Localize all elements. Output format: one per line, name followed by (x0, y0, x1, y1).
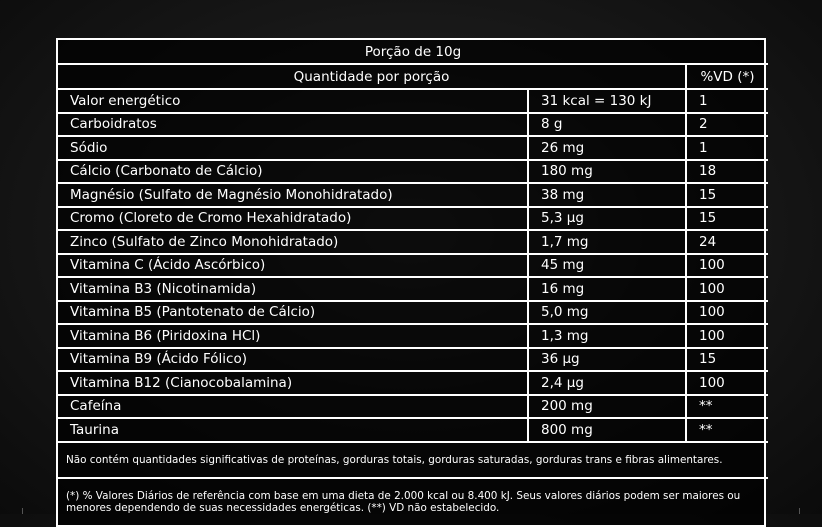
portion-label: Porção de 10g (58, 40, 768, 64)
nutrient-row (58, 324, 768, 348)
nutrient-vd: 100 (686, 254, 768, 278)
nutrient-vd: 15 (686, 207, 768, 231)
nutrient-amount: 5,3 µg (528, 207, 686, 231)
quantity-header: Quantidade por porção (58, 64, 686, 89)
vd-header: %VD (*) (686, 64, 768, 89)
nutrient-name: Vitamina B5 (Pantotenato de Cálcio) (58, 301, 528, 325)
nutrient-row (58, 160, 768, 184)
nutrient-row (58, 371, 768, 395)
nutrition-facts-table (56, 38, 766, 527)
nutrient-name: Sódio (58, 136, 528, 160)
nutrient-name: Taurina (58, 418, 528, 442)
nutrient-amount: 200 mg (528, 395, 686, 419)
header-row (58, 64, 768, 89)
nutrient-name: Vitamina B3 (Nicotinamida) (58, 277, 528, 301)
nutrient-amount: 38 mg (528, 183, 686, 207)
nutrient-row (58, 395, 768, 419)
nutrient-amount: 16 mg (528, 277, 686, 301)
nutrient-amount: 1,3 mg (528, 324, 686, 348)
nutrient-row (58, 89, 768, 113)
nutrient-amount: 2,4 µg (528, 371, 686, 395)
nutrient-vd: 1 (686, 136, 768, 160)
nutrient-vd: ** (686, 395, 768, 419)
nutrient-name: Carboidratos (58, 113, 528, 137)
nutrient-vd: 1 (686, 89, 768, 113)
nutrient-vd: 2 (686, 113, 768, 137)
nutrition-table (58, 40, 768, 525)
nutrient-vd: 15 (686, 348, 768, 372)
nutrient-row (58, 183, 768, 207)
crop-mark (799, 508, 800, 514)
nutrient-name: Vitamina B6 (Piridoxina HCl) (58, 324, 528, 348)
nutrient-vd: 100 (686, 301, 768, 325)
not-significant-note: Não contém quantidades significativas de proteínas, gorduras totais, gorduras saturadas, gorduras trans e fibras alimentares. (58, 442, 768, 478)
nutrient-vd: 18 (686, 160, 768, 184)
nutrient-name: Magnésio (Sulfato de Magnésio Monohidratado) (58, 183, 528, 207)
nutrient-row (58, 207, 768, 231)
portion-row (58, 40, 768, 64)
nutrient-row (58, 348, 768, 372)
nutrient-name: Vitamina B12 (Cianocobalamina) (58, 371, 528, 395)
nutrient-amount: 26 mg (528, 136, 686, 160)
footnote-row (58, 442, 768, 478)
nutrient-amount: 1,7 mg (528, 230, 686, 254)
crop-mark (22, 508, 23, 514)
nutrient-name: Vitamina C (Ácido Ascórbico) (58, 254, 528, 278)
nutrient-vd: 24 (686, 230, 768, 254)
nutrient-vd: 15 (686, 183, 768, 207)
nutrient-vd: ** (686, 418, 768, 442)
nutrient-vd: 100 (686, 371, 768, 395)
nutrient-row (58, 113, 768, 137)
nutrient-name: Vitamina B9 (Ácido Fólico) (58, 348, 528, 372)
daily-values-note: (*) % Valores Diários de referência com base em uma dieta de 2.000 kcal ou 8.400 kJ. Seus valores diários podem ser maiores ou menores dependendo de suas necessidades energéticas. (**) VD não estabelecido. (58, 478, 768, 525)
nutrient-amount: 45 mg (528, 254, 686, 278)
nutrient-name: Valor energético (58, 89, 528, 113)
nutrient-amount: 5,0 mg (528, 301, 686, 325)
nutrient-name: Cafeína (58, 395, 528, 419)
nutrient-row (58, 418, 768, 442)
nutrient-name: Zinco (Sulfato de Zinco Monohidratado) (58, 230, 528, 254)
nutrient-name: Cromo (Cloreto de Cromo Hexahidratado) (58, 207, 528, 231)
nutrient-amount: 180 mg (528, 160, 686, 184)
nutrient-name: Cálcio (Carbonato de Cálcio) (58, 160, 528, 184)
nutrient-amount: 800 mg (528, 418, 686, 442)
nutrient-row (58, 230, 768, 254)
nutrient-vd: 100 (686, 324, 768, 348)
nutrient-row (58, 136, 768, 160)
nutrient-amount: 31 kcal = 130 kJ (528, 89, 686, 113)
nutrient-row (58, 254, 768, 278)
nutrient-amount: 36 µg (528, 348, 686, 372)
nutrient-amount: 8 g (528, 113, 686, 137)
nutrient-row (58, 277, 768, 301)
nutrient-row (58, 301, 768, 325)
nutrient-vd: 100 (686, 277, 768, 301)
footnote-row (58, 478, 768, 525)
